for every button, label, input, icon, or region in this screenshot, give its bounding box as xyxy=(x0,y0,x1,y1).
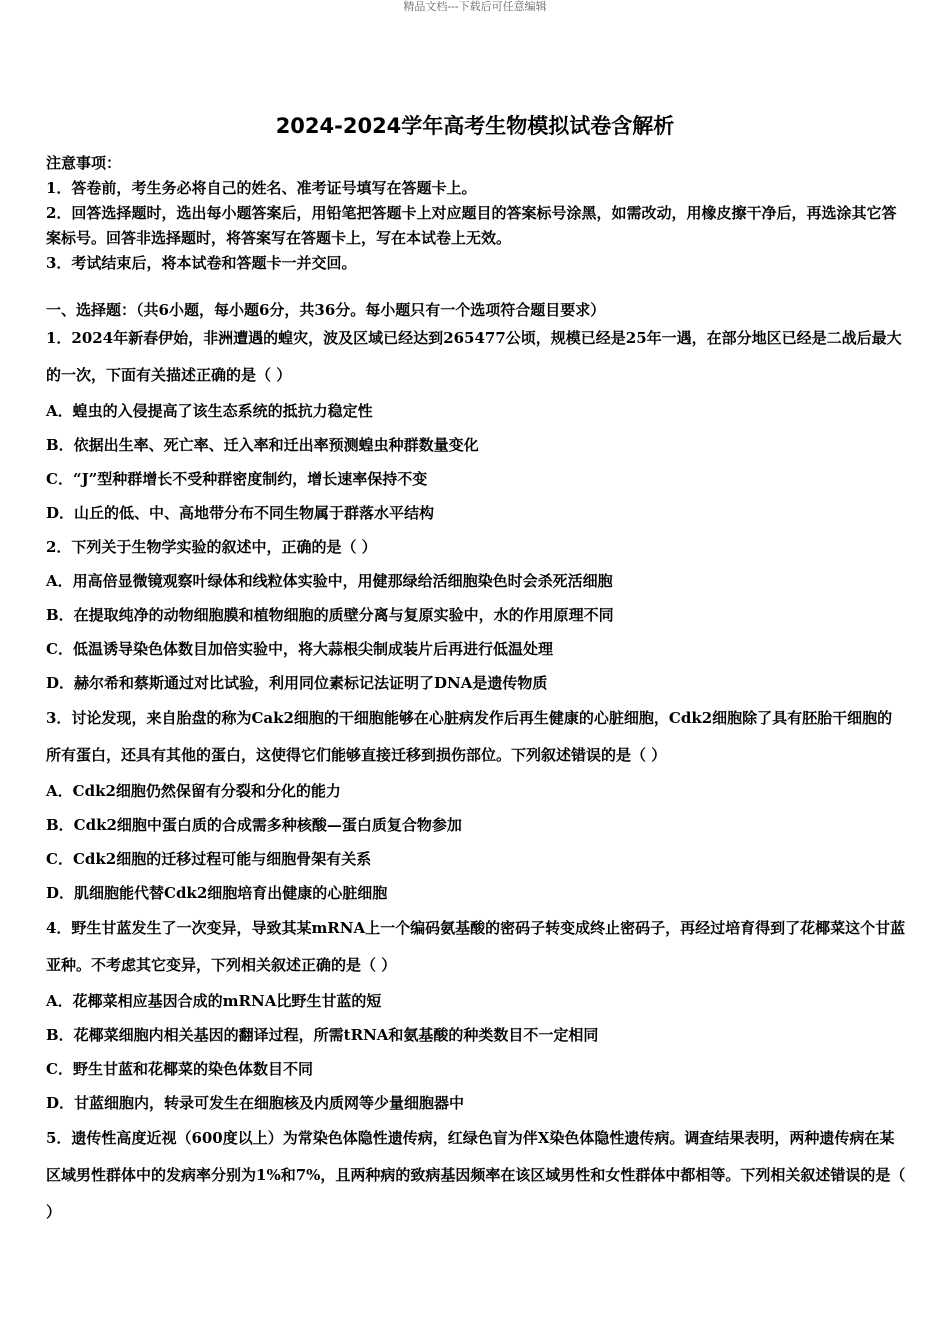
question-3 xyxy=(46,700,906,910)
question-stem: 2．下列关于生物学实验的叙述中，正确的是（ ） xyxy=(46,538,377,556)
page-title: 2024-2024学年高考生物模拟试卷含解析 xyxy=(275,114,675,138)
question-5 xyxy=(46,1120,906,1231)
section-heading: 一、选择题：（共6小题，每小题6分，共36分。每小题只有一个选项符合题目要求） xyxy=(46,301,606,319)
option-c: C．野生甘蓝和花椰菜的染色体数目不同 xyxy=(46,1060,313,1078)
question-stem: 3．讨论发现，来自胎盘的称为Cak2细胞的干细胞能够在心脏病发作后再生健康的心脏细胞，Cdk2细胞除了具有胚胎干细胞的所有蛋白，还具有其他的蛋白，这使得它们能够直接迁移到损伤部位。下列叙述错误的是（ ） xyxy=(46,709,893,764)
option-d: D．肌细胞能代替Cdk2细胞培育出健康的心脏细胞 xyxy=(46,884,388,902)
option-a: A．Cdk2细胞仍然保留有分裂和分化的能力 xyxy=(46,782,341,800)
option-a: A．蝗虫的入侵提高了该生态系统的抵抗力稳定性 xyxy=(46,402,373,420)
option-c: C．低温诱导染色体数目加倍实验中，将大蒜根尖制成装片后再进行低温处理 xyxy=(46,640,553,658)
question-1 xyxy=(46,320,906,530)
option-b: B．依据出生率、死亡率、迁入率和迁出率预测蝗虫种群数量变化 xyxy=(46,436,479,454)
notes-block xyxy=(46,151,906,276)
notes-item: 3．考试结束后，将本试卷和答题卡一并交回。 xyxy=(46,254,357,272)
notes-heading: 注意事项： xyxy=(46,154,122,172)
option-b: B．花椰菜细胞内相关基因的翻译过程，所需tRNA和氨基酸的种类数目不一定相同 xyxy=(46,1026,599,1044)
question-2 xyxy=(46,530,906,700)
option-c: C．“J”型种群增长不受种群密度制约，增长速率保持不变 xyxy=(46,470,428,488)
option-d: D．赫尔希和蔡斯通过对比试验，利用同位素标记法证明了DNA是遗传物质 xyxy=(46,674,548,692)
option-d: D．山丘的低、中、高地带分布不同生物属于群落水平结构 xyxy=(46,504,435,522)
question-stem: 5．遗传性高度近视（600度以上）为常染色体隐性遗传病，红绿色盲为伴X染色体隐性遗传病。调查结果表明，两种遗传病在某区域男性群体中的发病率分别为1%和7%，且两种病的致病基因频率在该区域男性和女性群体中都相等。下列相关叙述错误的是（ ） xyxy=(46,1129,906,1221)
page-header: 精品文档---下载后可任意编辑 xyxy=(403,0,547,13)
question-stem: 1．2024年新春伊始，非洲遭遇的蝗灾，波及区域已经达到265477公顷，规模已经是25年一遇，在部分地区已经是二战后最大的一次，下面有关描述正确的是（ ） xyxy=(46,329,902,384)
option-c: C．Cdk2细胞的迁移过程可能与细胞骨架有关系 xyxy=(46,850,372,868)
question-4 xyxy=(46,910,906,1120)
option-a: A．花椰菜相应基因合成的mRNA比野生甘蓝的短 xyxy=(46,992,382,1010)
option-a: A．用高倍显微镜观察叶绿体和线粒体实验中，用健那绿给活细胞染色时会杀死活细胞 xyxy=(46,572,613,590)
option-b: B．在提取纯净的动物细胞膜和植物细胞的质壁分离与复原实验中，水的作用原理不同 xyxy=(46,606,614,624)
notes-item: 1．答卷前，考生务必将自己的姓名、准考证号填写在答题卡上。 xyxy=(46,179,477,197)
notes-item: 2．回答选择题时，选出每小题答案后，用铅笔把答题卡上对应题目的答案标号涂黑，如需改动，用橡皮擦干净后，再选涂其它答案标号。回答非选择题时，将答案写在答题卡上，写在本试卷上无效。 xyxy=(46,204,897,247)
questions-block xyxy=(46,300,906,1231)
question-stem: 4．野生甘蓝发生了一次变异，导致其某mRNA上一个编码氨基酸的密码子转变成终止密码子，再经过培育得到了花椰菜这个甘蓝亚种。不考虑其它变异，下列相关叙述正确的是（ ） xyxy=(46,919,906,974)
option-d: D．甘蓝细胞内，转录可发生在细胞核及内质网等少量细胞器中 xyxy=(46,1094,465,1112)
option-b: B．Cdk2细胞中蛋白质的合成需多种核酸—蛋白质复合物参加 xyxy=(46,816,462,834)
